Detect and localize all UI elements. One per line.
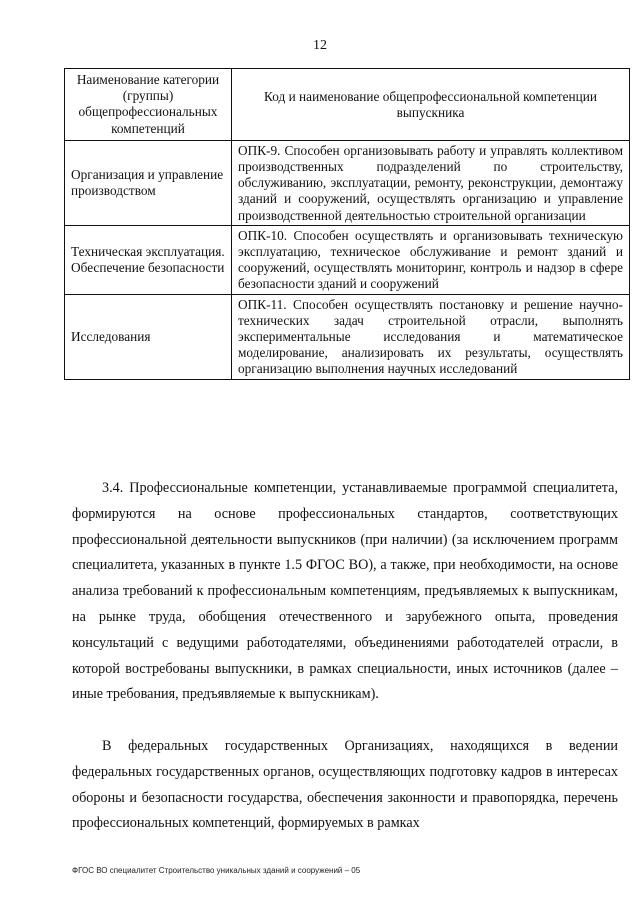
- paragraph-federal-organizations: В федеральных государственных Организациях, находящихся в ведении федеральных государственных органов, осуществляющих подготовку кадров в интересах обороны и безопасности государства, обеспечения законности и правопорядка, перечень профессиональных компетенций, формируемых в рамках: [72, 738, 618, 832]
- document-footer: ФГОС ВО специалитет Строительство уникальных зданий и сооружений – 05: [72, 866, 361, 875]
- table-row: [65, 294, 630, 379]
- table-row: [65, 225, 630, 294]
- row-category: Исследования: [65, 294, 232, 379]
- row-competence: ОПК-9. Способен организовывать работу и управлять коллективом производственных подразделений по строительству, обслуживанию, эксплуатации, ремонту, реконструкции, демонтажу зданий и сооружений, осуществлять организацию и управление производственной деятельностью строительной организации: [232, 140, 630, 225]
- header-code-name: Код и наименование общепрофессиональной компетенции выпускника: [232, 69, 630, 141]
- table-header-row: [65, 69, 630, 141]
- header-category: Наименование категории (группы) общепрофессиональных компетенций: [65, 69, 232, 141]
- row-category: Техническая эксплуатация. Обеспечение безопасности: [65, 225, 232, 294]
- paragraph-3-4: 3.4. Профессиональные компетенции, устанавливаемые программой специалитета, формируются на основе профессиональных стандартов, соответствующих профессиональной деятельности выпускников (при наличии) (за исключением программ специалитета, указанных в пункте 1.5 ФГОС ВО), а также, при необходимости, на основе анализа требований к профессиональным компетенциям, предъявляемых к выпускникам, на рынке труда, обобщения отечественного и зарубежного опыта, проведения консультаций с ведущими работодателями, объединениями работодателей отрасли, в которой востребованы выпускники, в рамках специальности, иных источников (далее – иные требования, предъявляемые к выпускникам).: [72, 480, 618, 703]
- row-competence: ОПК-10. Способен осуществлять и организовывать техническую эксплуатацию, техническое обслуживание и ремонт зданий и сооружений, осуществлять мониторинг, контроль и надзор в сфере безопасности зданий и сооружений: [232, 225, 630, 294]
- table-row: [65, 140, 630, 225]
- row-competence: ОПК-11. Способен осуществлять постановку и решение научно-технических задач строительной отрасли, выполнять экспериментальные исследования и математическое моделирование, анализировать их результаты, осуществлять организацию выполнения научных исследований: [232, 294, 630, 379]
- row-category: Организация и управление производством: [65, 140, 232, 225]
- competence-table: [64, 68, 630, 380]
- page-number: 12: [313, 38, 327, 53]
